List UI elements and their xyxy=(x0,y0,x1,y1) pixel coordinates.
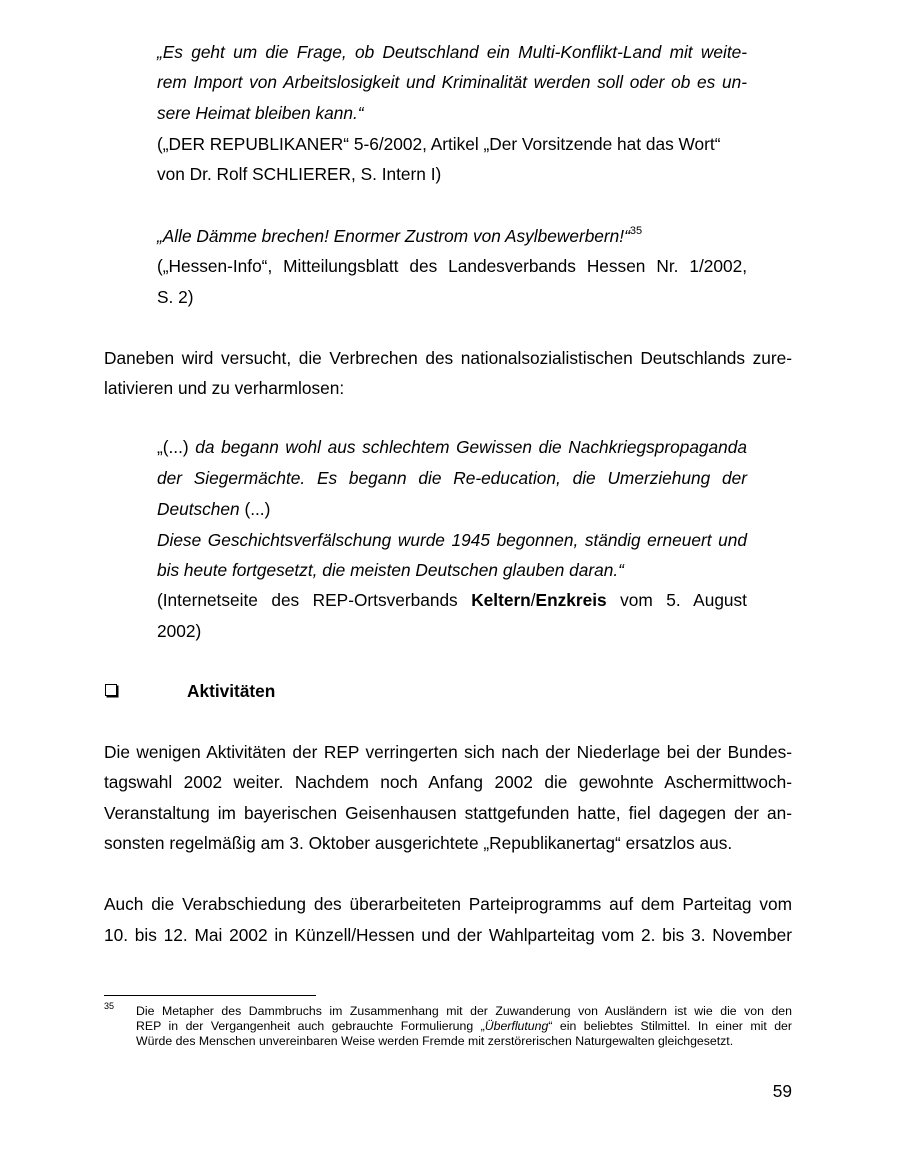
quote1-line-2: rem Import von Arbeitslosigkeit und Kriminalität werden soll oder ob es un- xyxy=(157,72,747,92)
quote1-source-line-2: von Dr. Rolf SCHLIERER, S. Intern I) xyxy=(157,164,442,184)
section-heading xyxy=(0,681,900,703)
footnote-line-2: REP in der Vergangenheit auch gebrauchte Formulierung „Überflutung“ ein beliebtes Stilmittel. In einer mit der xyxy=(136,1019,792,1033)
quote3-line-5: bis heute fortgesetzt, die meisten Deutschen glauben daran.“ xyxy=(157,560,624,580)
quote3-source-line-2: 2002) xyxy=(157,621,202,641)
paragraph1-line-2: lativieren und zu verharmlosen: xyxy=(104,378,345,398)
quote2-source-line-1: („Hessen-Info“, Mitteilungsblatt des Landesverbands Hessen Nr. 1/2002, xyxy=(157,256,747,276)
paragraph2-line-1: Die wenigen Aktivitäten der REP verringerten sich nach der Niederlage bei der Bundes- xyxy=(104,742,792,762)
footnote-separator xyxy=(104,995,316,996)
quote3-line-1: „(...) da begann wohl aus schlechtem Gewissen die Nachkriegspropaganda xyxy=(157,437,747,457)
footnote-number: 35 xyxy=(104,1001,115,1011)
quote2-line: „Alle Dämme brechen! Enormer Zustrom von Asylbewerbern!“$^{35}$ xyxy=(157,225,643,246)
paragraph2-line-2: tagswahl 2002 weiter. Nachdem noch Anfang 2002 die gewohnte Aschermittwoch- xyxy=(104,772,792,792)
paragraph2-line-4: sonsten regelmäßig am 3. Oktober ausgerichtete „Republikanertag“ ersatzlos aus. xyxy=(104,833,733,853)
quote1-line-3: sere Heimat bleiben kann.“ xyxy=(157,103,364,123)
footnote-line-1: Die Metapher des Dammbruchs im Zusammenhang mit der Zuwanderung von Ausländern ist wie die von den xyxy=(136,1004,792,1018)
footnote-reference: 35 xyxy=(629,225,643,238)
section-heading-label: Aktivitäten xyxy=(187,681,276,701)
footnote-line-3: Würde des Menschen unvereinbaren Weise werden Fremde mit zerstörerischen Naturgewalten gleichgesetzt. xyxy=(136,1034,734,1048)
paragraph1-line-1: Daneben wird versucht, die Verbrechen des nationalsozialistischen Deutschlands zure- xyxy=(104,348,792,368)
paragraph3-line-1: Auch die Verabschiedung des überarbeiteten Parteiprogramms auf dem Parteitag vom xyxy=(104,894,792,914)
page-number: 59 xyxy=(772,1081,792,1101)
quote3-line-2: der Siegermächte. Es begann die Re-education, die Umerziehung der xyxy=(157,468,747,488)
quote1-source-line-1: („DER REPUBLIKANER“ 5-6/2002, Artikel „Der Vorsitzende hat das Wort“ xyxy=(157,134,721,154)
quote3-line-4: Diese Geschichtsverfälschung wurde 1945 begonnen, ständig erneuert und xyxy=(157,530,747,550)
quote2-source-line-2: S. 2) xyxy=(157,287,194,307)
quote1-line-1: „Es geht um die Frage, ob Deutschland ein Multi-Konflikt-Land mit weite- xyxy=(157,42,747,62)
checkbox-icon xyxy=(105,684,117,696)
paragraph3-line-2: 10. bis 12. Mai 2002 in Künzell/Hessen und der Wahlparteitag vom 2. bis 3. November xyxy=(104,925,792,945)
quote3-source-line-1: (Internetseite des REP-Ortsverbands Keltern/Enzkreis vom 5. August xyxy=(157,590,747,610)
quote3-line-3: Deutschen (...) xyxy=(157,499,271,519)
paragraph2-line-3: Veranstaltung im bayerischen Geisenhausen stattgefunden hatte, fiel dagegen der an- xyxy=(104,803,792,823)
